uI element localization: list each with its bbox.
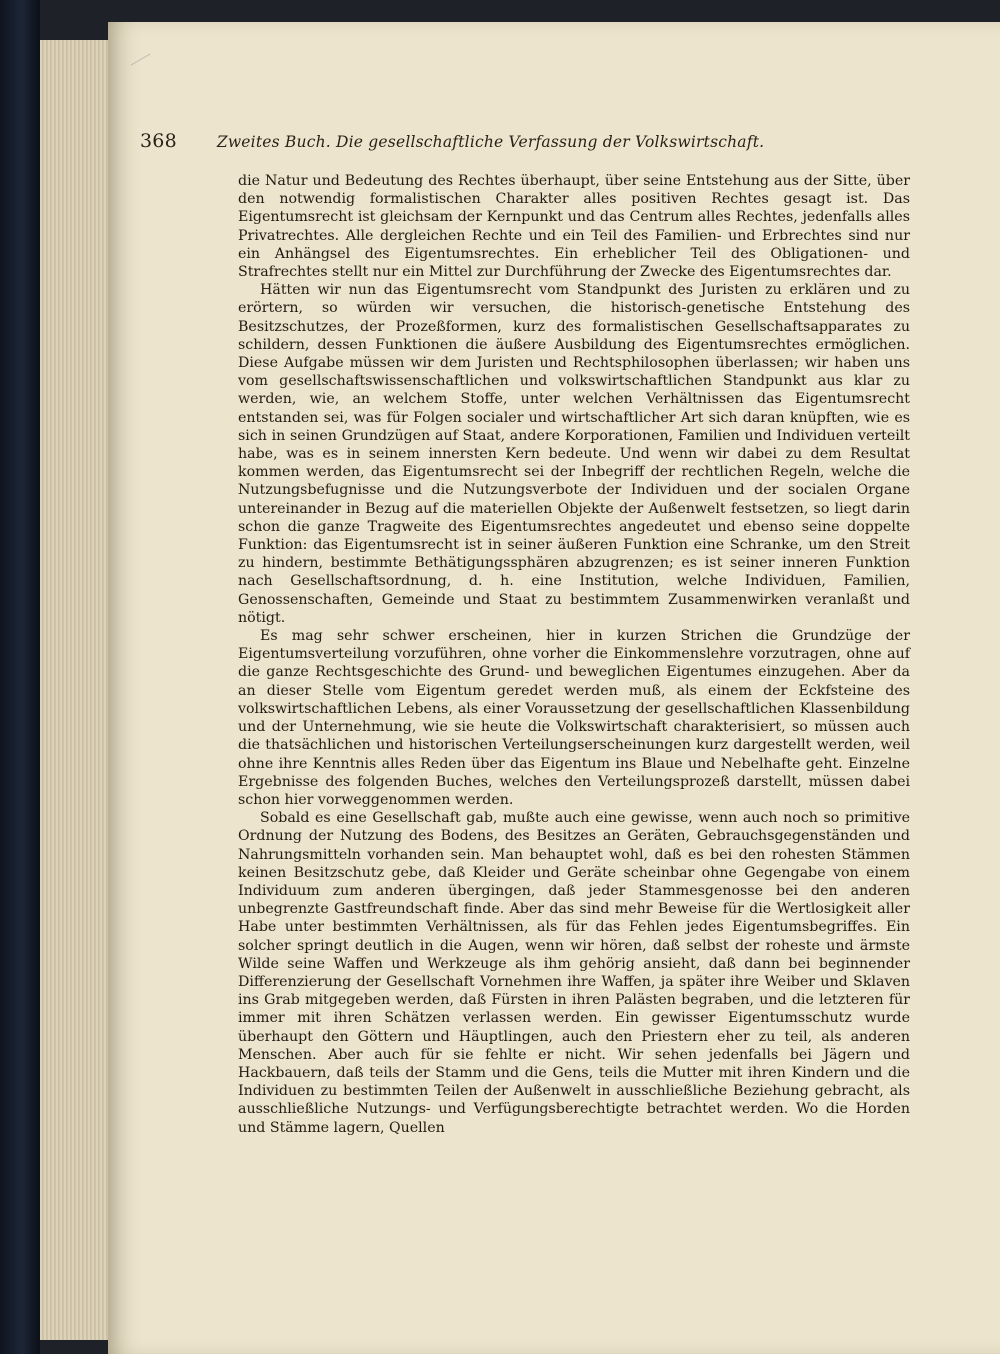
paragraph: Es mag sehr schwer erscheinen, hier in kurzen Strichen die Grundzüge der Eigentumsverteilung vorzuführen, ohne vorher die Einkommenslehre vorzutragen, ohne auf die ganze Rechtsgeschichte des Grund- und beweglichen Eigentumes einzugehen. Aber da an dieser Stelle vom Eigentum geredet werden muß, als einem der Eckfsteine des volkswirtschaftlichen Lebens, als einer Voraussetzung der gesellschaftlichen Klassenbildung und der Unternehmung, wie sie heute die Volkswirtschaft charakterisiert, so müssen auch die thatsächlichen und historischen Verteilungserscheinungen kurz dargestellt werden, weil ohne ihre Kenntnis alles Reden über das Eigentum ins Blaue und Nebelhafte geht. Einzelne Ergebnisse des folgenden Buches, welches den Verteilungsprozeß darstellt, müssen dabei schon hier vorweggenommen werden. — [238, 628, 910, 808]
paragraph: die Natur und Bedeutung des Rechtes überhaupt, über seine Entstehung aus der Sitte, über den notwendig formalistischen Charakter alles positiven Rechtes gesagt ist. Das Eigentumsrecht ist gleichsam der Kernpunkt und das Centrum alles Rechtes, jedenfalls alles Privatrechtes. Alle dergleichen Rechte und ein Teil des Familien- und Erbrechtes sind nur ein Anhängsel des Eigentumsrechtes. Ein erheblicher Teil des Obligationen- und Strafrechtes stellt nur ein Mittel zur Durchführung der Zwecke des Eigentumsrechtes dar. — [238, 173, 910, 281]
body-text — [238, 172, 910, 1137]
paragraph: Sobald es eine Gesellschaft gab, mußte auch eine gewisse, wenn auch noch so primitive Ordnung der Nutzung des Bodens, des Besitzes an Geräten, Gebrauchsgegenständen und Nahrungsmitteln vorhanden sein. Man behauptet wohl, daß es bei den rohesten Stämmen keinen Besitzschutz gebe, daß Kleider und Geräte scheinbar ohne Gegengabe von einem Individuum zum anderen übergingen, daß jeder Stammesgenosse bei den anderen unbegrenzte Gastfreundschaft finde. Aber das sind mehr Beweise für die Wertlosigkeit aller Habe unter bestimmten Verhältnissen, als für das Fehlen jedes Eigentumsbegriffes. Ein solcher springt deutlich in die Augen, wenn wir hören, daß selbst der roheste und ärmste Wilde seine Waffen und Werkzeuge als ihm gehörig ansieht, daß dann bei beginnender Differenzierung der Gesellschaft Vornehmen ihre Waffen, ja später ihre Weiber und Sklaven ins Grab mitgegeben werden, daß Fürsten in ihren Palästen begraben, und die letzteren für immer mit ihren Schätzen verlassen werden. Ein gewisser Eigentumsschutz wurde überhaupt den Göttern und Häuptlingen, auch den Priestern eher zu teil, als anderen Menschen. Aber auch für sie fehlte er nicht. Wir sehen jedenfalls bei Jägern und Hackbauern, daß teils der Stamm und die Gens, teils die Mutter mit ihren Kindern und die Individuen zu bestimmten Teilen der Außenwelt in ausschließliche Beziehung gebracht, als ausschließliche Nutzungs- und Verfügungsberechtigte betrachtet werden. Wo die Horden und Stämme lagern, Quellen — [238, 810, 910, 1136]
paragraph: Hätten wir nun das Eigentumsrecht vom Standpunkt des Juristen zu erklären und zu erörtern, so würden wir versuchen, die historisch-genetische Entstehung des Besitzschutzes, der Prozeßformen, kurz des formalistischen Gesellschaftsapparates zu schildern, dessen Funktionen die äußere Ausbildung des Eigentumsrechtes ermöglichen. Diese Aufgabe müssen wir dem Juristen und Rechtsphilosophen überlassen; wir haben uns vom gesellschaftswissenschaftlichen und volkswirtschaftlichen Standpunkt aus klar zu werden, wie, an welchem Stoffe, unter welchen Verhältnissen das Eigentumsrecht entstanden sei, was für Folgen socialer und wirtschaftlicher Art sich daran knüpften, wie es sich in seinen Grundzügen auf Staat, andere Korporationen, Familien und Individuen verteilt habe, was es in seinem innersten Kern bedeute. Und wenn wir dabei zu dem Resultat kommen werden, das Eigentumsrecht sei der Inbegriff der rechtlichen Regeln, welche die Nutzungsbefugnisse und die Nutzungsverbote der Individuen und der socialen Organe untereinander in Bezug auf die materiellen Objekte der Außenwelt festsetzen, so liegt darin schon die ganze Tragweite des Eigentumsrechtes angedeutet und ebenso seine doppelte Funktion: das Eigentumsrecht ist in seiner äußeren Funktion eine Schranke, um den Streit zu hindern, bestimmte Bethätigungssphären abzugrenzen; es ist seiner inneren Funktion nach Gesellschaftsordnung, d. h. eine Institution, welche Individuen, Familien, Genossenschaften, Gemeinde und Staat zu bestimmtem Zusammenwirken veranlaßt und nötigt. — [238, 282, 910, 626]
page-number: 368 — [140, 130, 177, 152]
running-head-title: Zweites Buch. Die gesellschaftliche Verfassung der Volkswirtschaft. — [216, 133, 765, 151]
page-edges — [40, 40, 110, 1340]
running-head — [140, 130, 940, 156]
book-binding — [0, 0, 40, 1354]
